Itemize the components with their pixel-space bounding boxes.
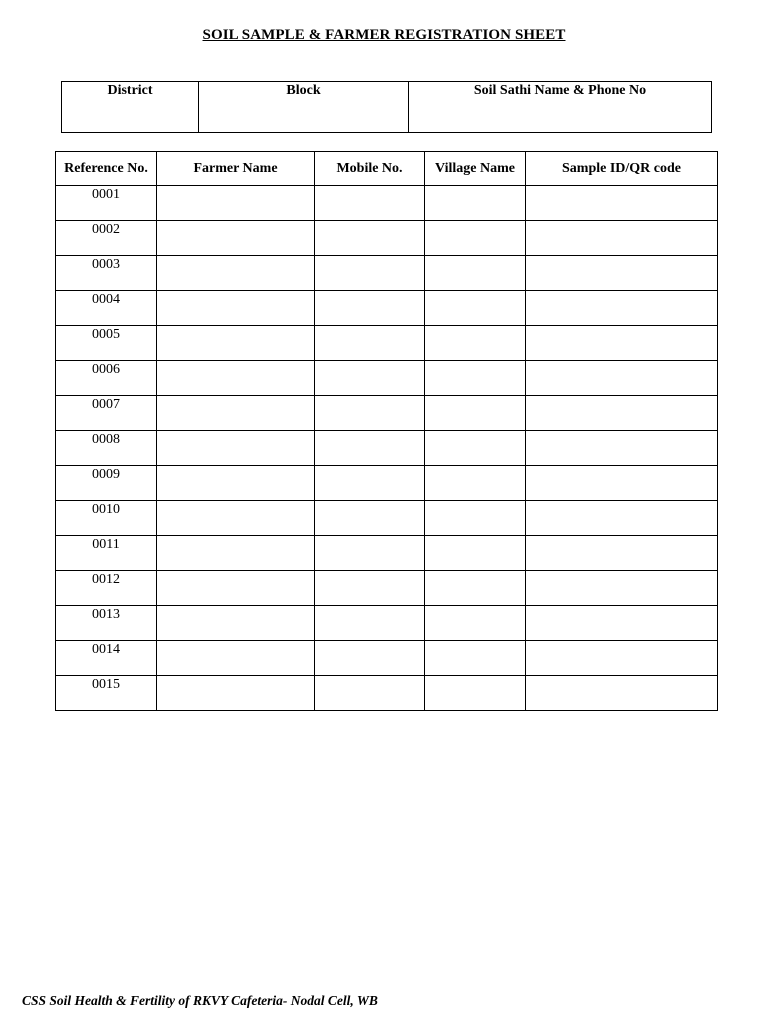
sample-id-cell[interactable] [526,256,718,291]
table-row [56,536,718,571]
sample-id-cell[interactable] [526,396,718,431]
district-header: District [62,82,199,133]
village-name-header: Village Name [425,152,526,186]
reference-no-cell: 0011 [56,536,157,571]
sample-id-cell[interactable] [526,536,718,571]
registration-table [55,151,718,711]
table-row [56,501,718,536]
farmer-name-cell[interactable] [157,431,315,466]
sample-id-cell[interactable] [526,606,718,641]
reference-no-cell: 0001 [56,186,157,221]
location-header-table [61,81,712,133]
farmer-name-cell[interactable] [157,501,315,536]
farmer-name-cell[interactable] [157,571,315,606]
mobile-no-cell[interactable] [315,571,425,606]
footer-note: CSS Soil Health & Fertility of RKVY Cafeteria- Nodal Cell, WB [22,993,378,1008]
village-name-cell[interactable] [425,606,526,641]
sample-id-cell[interactable] [526,291,718,326]
farmer-name-cell[interactable] [157,466,315,501]
mobile-no-cell[interactable] [315,221,425,256]
sample-id-cell[interactable] [526,431,718,466]
block-header: Block [199,82,409,133]
farmer-name-header: Farmer Name [157,152,315,186]
mobile-no-cell[interactable] [315,536,425,571]
farmer-name-cell[interactable] [157,256,315,291]
table-row [56,571,718,606]
mobile-no-cell[interactable] [315,186,425,221]
mobile-no-cell[interactable] [315,606,425,641]
table-row [56,326,718,361]
reference-no-cell: 0008 [56,431,157,466]
mobile-no-cell[interactable] [315,326,425,361]
reference-no-cell: 0009 [56,466,157,501]
reference-no-cell: 0006 [56,361,157,396]
sample-id-cell[interactable] [526,186,718,221]
table-row [56,291,718,326]
mobile-no-cell[interactable] [315,431,425,466]
village-name-cell[interactable] [425,221,526,256]
village-name-cell[interactable] [425,396,526,431]
sample-id-header: Sample ID/QR code [526,152,718,186]
village-name-cell[interactable] [425,501,526,536]
table-row [56,186,718,221]
reference-no-cell: 0002 [56,221,157,256]
farmer-name-cell[interactable] [157,326,315,361]
village-name-cell[interactable] [425,571,526,606]
farmer-name-cell[interactable] [157,396,315,431]
table-row [56,361,718,396]
table-row [56,466,718,501]
village-name-cell[interactable] [425,466,526,501]
table-row [56,256,718,291]
farmer-name-cell[interactable] [157,361,315,396]
village-name-cell[interactable] [425,361,526,396]
village-name-cell[interactable] [425,291,526,326]
reference-no-cell: 0012 [56,571,157,606]
mobile-no-cell[interactable] [315,396,425,431]
village-name-cell[interactable] [425,326,526,361]
mobile-no-cell[interactable] [315,676,425,711]
reference-no-header: Reference No. [56,152,157,186]
sample-id-cell[interactable] [526,501,718,536]
village-name-cell[interactable] [425,256,526,291]
reference-no-cell: 0005 [56,326,157,361]
farmer-name-cell[interactable] [157,186,315,221]
mobile-no-cell[interactable] [315,641,425,676]
reference-no-cell: 0007 [56,396,157,431]
sample-id-cell[interactable] [526,221,718,256]
farmer-name-cell[interactable] [157,291,315,326]
village-name-cell[interactable] [425,186,526,221]
mobile-no-cell[interactable] [315,256,425,291]
farmer-name-cell[interactable] [157,221,315,256]
sample-id-cell[interactable] [526,676,718,711]
registration-header-row [56,152,718,186]
mobile-no-cell[interactable] [315,501,425,536]
village-name-cell[interactable] [425,431,526,466]
mobile-no-cell[interactable] [315,291,425,326]
farmer-name-cell[interactable] [157,641,315,676]
sample-id-cell[interactable] [526,466,718,501]
table-row [56,676,718,711]
sheet-title: SOIL SAMPLE & FARMER REGISTRATION SHEET [202,27,566,43]
sample-id-cell[interactable] [526,326,718,361]
reference-no-cell: 0010 [56,501,157,536]
soil-sathi-header: Soil Sathi Name & Phone No [409,82,712,133]
reference-no-cell: 0015 [56,676,157,711]
village-name-cell[interactable] [425,676,526,711]
mobile-no-cell[interactable] [315,466,425,501]
farmer-name-cell[interactable] [157,606,315,641]
mobile-no-header: Mobile No. [315,152,425,186]
table-row [56,221,718,256]
village-name-cell[interactable] [425,641,526,676]
table-row [56,396,718,431]
reference-no-cell: 0004 [56,291,157,326]
sample-id-cell[interactable] [526,641,718,676]
reference-no-cell: 0013 [56,606,157,641]
table-row [56,641,718,676]
sample-id-cell[interactable] [526,361,718,396]
table-row [56,431,718,466]
sample-id-cell[interactable] [526,571,718,606]
reference-no-cell: 0003 [56,256,157,291]
farmer-name-cell[interactable] [157,536,315,571]
village-name-cell[interactable] [425,536,526,571]
mobile-no-cell[interactable] [315,361,425,396]
reference-no-cell: 0014 [56,641,157,676]
table-row [56,606,718,641]
farmer-name-cell[interactable] [157,676,315,711]
